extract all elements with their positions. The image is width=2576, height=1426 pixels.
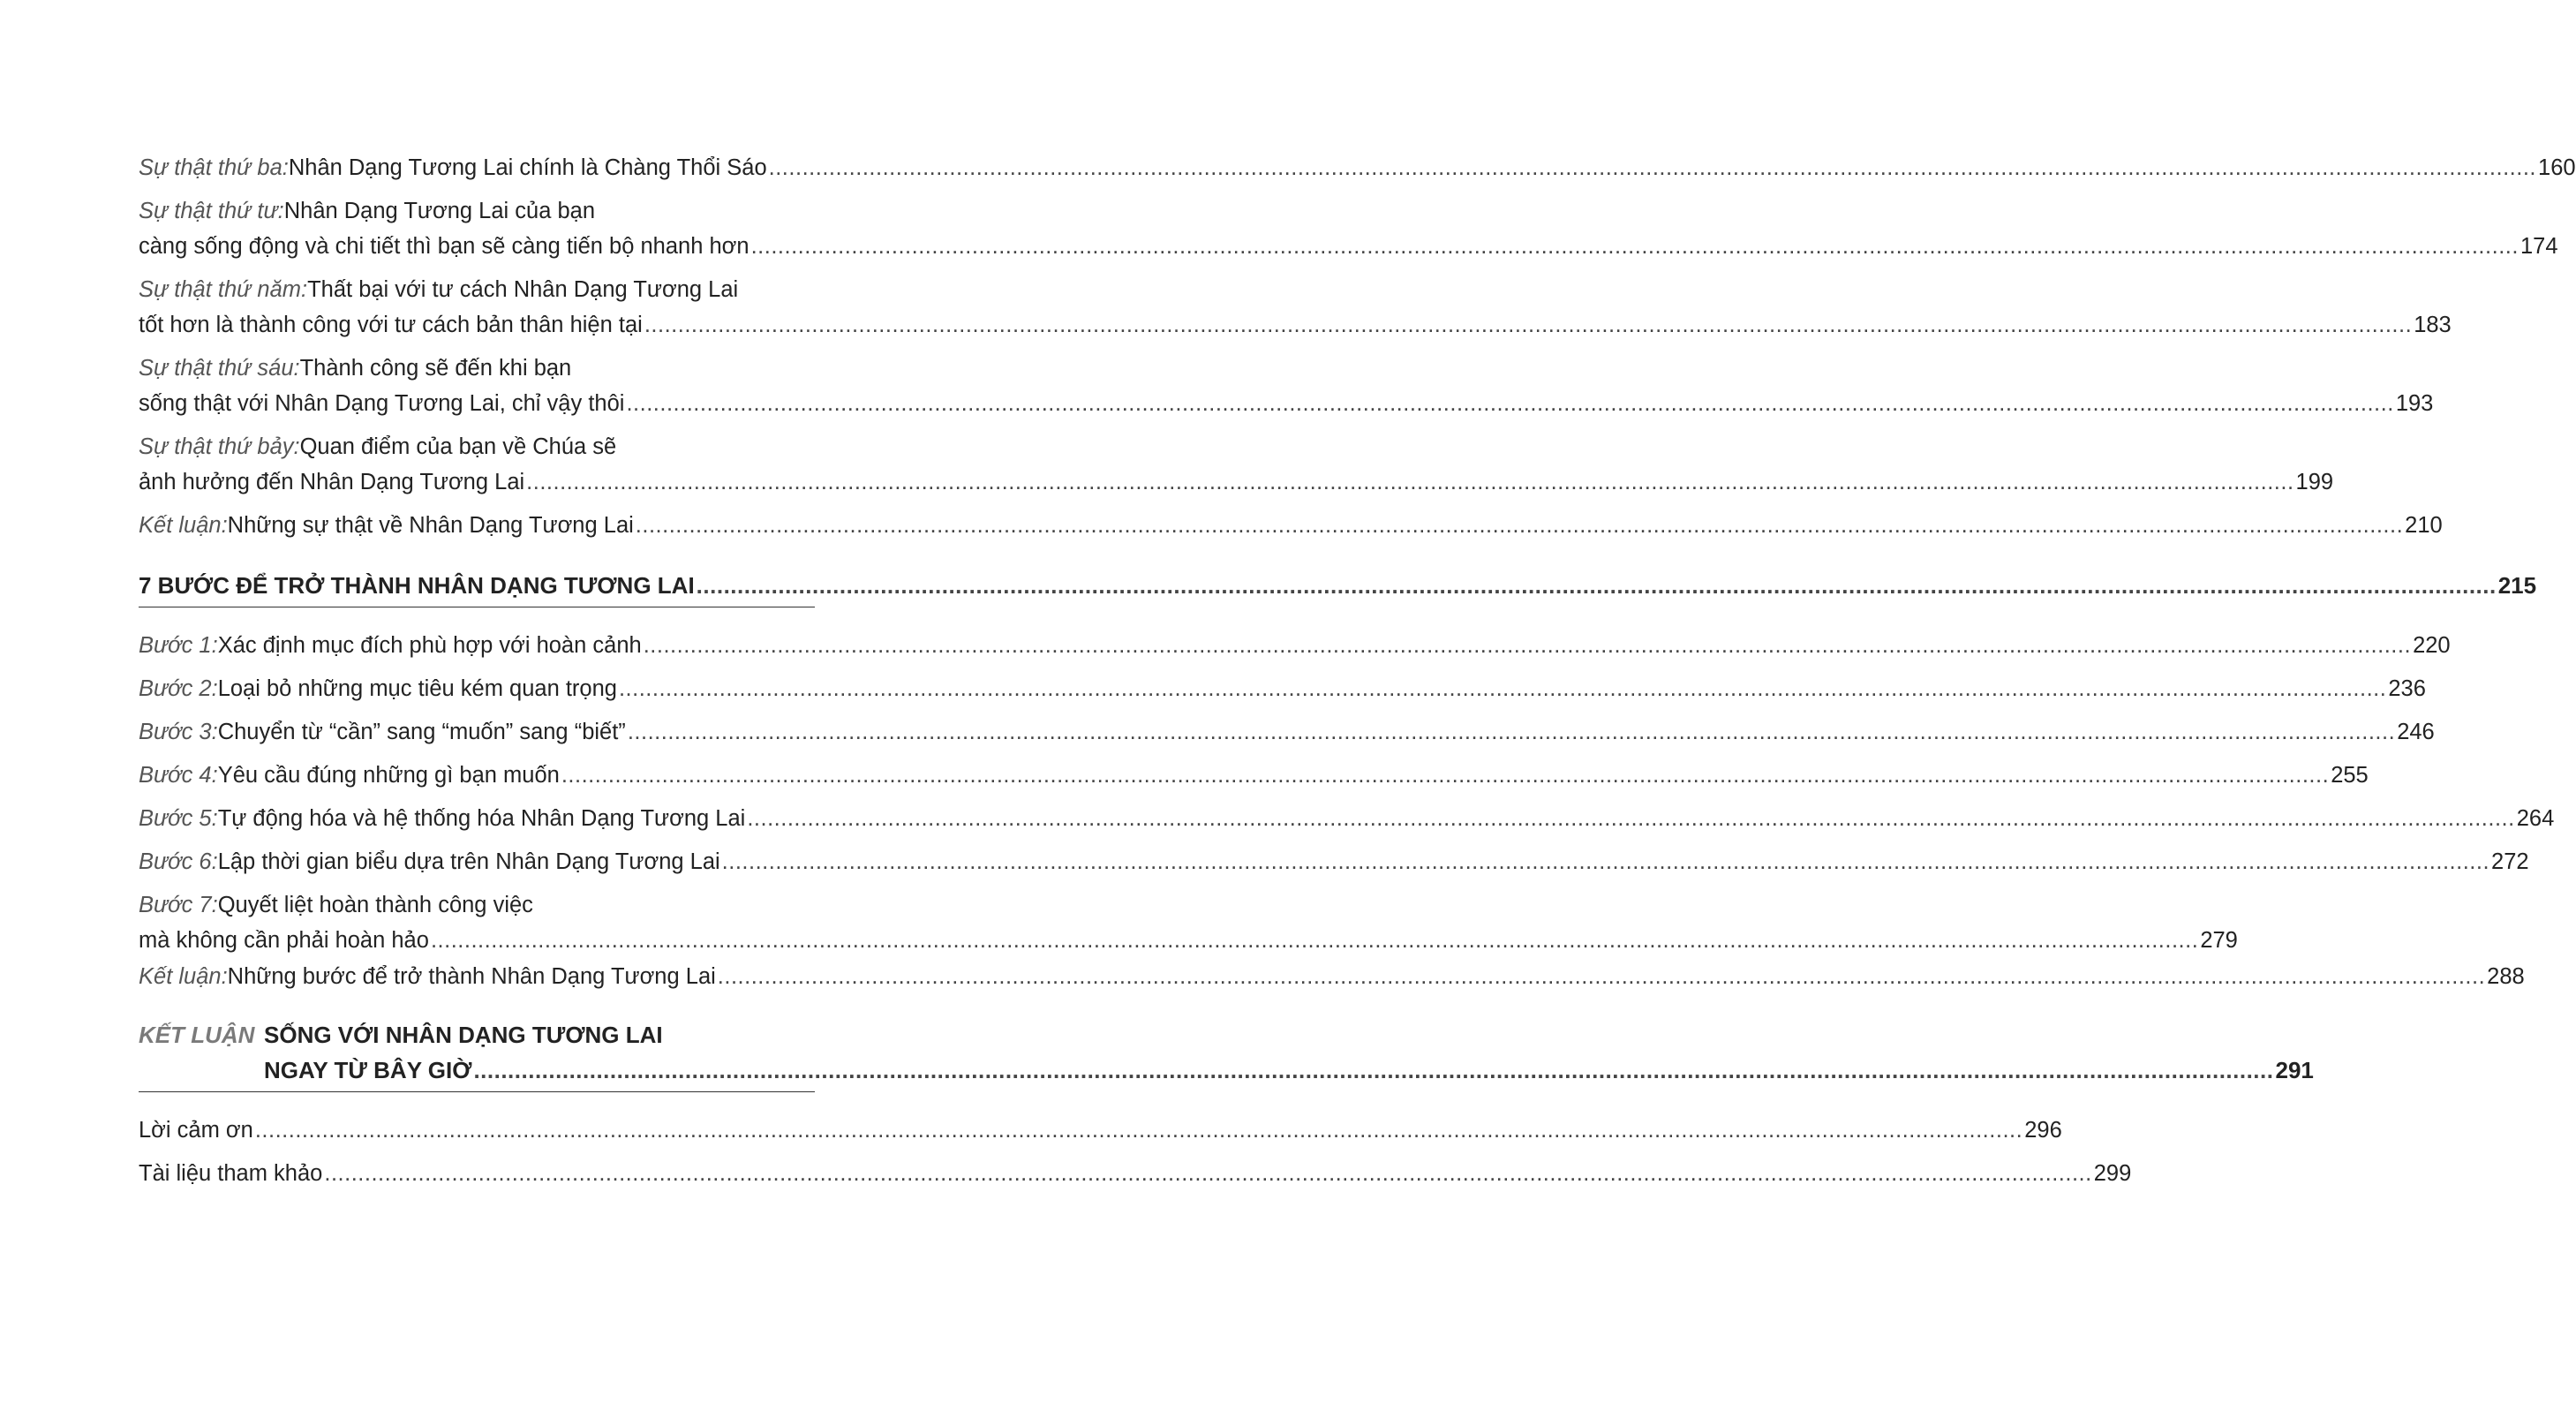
section-heading-conclusion <box>139 1017 2314 1092</box>
toc-entry-step-7 <box>139 887 2238 958</box>
page-number: 199 <box>2295 470 2334 494</box>
toc-line <box>139 923 2238 958</box>
toc-entry-truth-3 <box>139 150 2576 185</box>
entry-title: Lập thời gian biểu dựa trên Nhân Dạng Tương Lai <box>217 849 720 874</box>
toc-entry-step-6 <box>139 844 2529 879</box>
toc-line <box>139 758 2369 793</box>
section-title-line <box>139 568 2537 603</box>
page-number: 296 <box>2024 1118 2062 1143</box>
page-number: 215 <box>2497 572 2537 599</box>
page-number: 193 <box>2395 391 2434 416</box>
table-of-contents <box>139 150 2576 1199</box>
page-number: 160 <box>2538 155 2576 180</box>
toc-line <box>139 229 2558 264</box>
toc-line <box>139 671 2426 706</box>
conclusion-title-line <box>264 1053 2314 1088</box>
toc-entry-truth-4 <box>139 193 2558 264</box>
toc-line <box>139 150 2576 185</box>
page-number: 210 <box>2405 513 2443 538</box>
entry-title-continued: càng sống động và chi tiết thì bạn sẽ càng tiến bộ nhanh hơn <box>139 234 749 259</box>
toc-line <box>139 959 2525 994</box>
entry-label: Sự thật thứ sáu: <box>139 356 300 381</box>
entry-title: Xác định mục đích phù hợp với hoàn cảnh <box>217 633 642 658</box>
page-number: 255 <box>2331 763 2369 788</box>
page-number: 174 <box>2520 234 2558 259</box>
toc-line <box>139 386 2434 421</box>
toc-entry-acknowledgements <box>139 1113 2062 1148</box>
toc-entry-references <box>139 1156 2132 1191</box>
page-number: 279 <box>2200 928 2238 953</box>
toc-entry-steps-conclusion <box>139 959 2525 994</box>
toc-line <box>139 714 2435 750</box>
entry-title: Tài liệu tham khảo <box>139 1161 323 1186</box>
entry-title-continued: ảnh hưởng đến Nhân Dạng Tương Lai <box>139 470 525 494</box>
toc-entry-truth-5 <box>139 272 2452 343</box>
entry-label: Bước 5: <box>139 806 218 831</box>
entry-label: Sự thật thứ năm: <box>139 277 308 302</box>
dot-leader <box>431 923 2198 958</box>
toc-line <box>139 628 2451 663</box>
entry-label: Bước 6: <box>139 849 218 874</box>
conclusion-title-continued: NGAY TỪ BÂY GIỜ <box>264 1057 472 1083</box>
entry-label: Bước 1: <box>139 633 218 658</box>
page-number: 288 <box>2487 964 2525 989</box>
dot-leader <box>697 568 2497 603</box>
dot-leader <box>751 229 2519 264</box>
entry-title: Nhân Dạng Tương Lai chính là Chàng Thổi Sáo <box>288 155 767 180</box>
entry-title: Quan điểm của bạn về Chúa sẽ <box>299 434 617 459</box>
toc-entry-step-2 <box>139 671 2426 706</box>
toc-entry-truth-7 <box>139 429 2334 500</box>
entry-title-continued: mà không cần phải hoàn hảo <box>139 928 429 953</box>
toc-entry-step-1 <box>139 628 2451 663</box>
dot-leader <box>644 628 2411 663</box>
entry-title-continued: tốt hơn là thành công với tư cách bản thân hiện tại <box>139 313 643 337</box>
conclusion-label: KẾT LUẬN <box>139 1022 255 1048</box>
dot-leader <box>718 959 2485 994</box>
dot-leader <box>644 307 2412 343</box>
entry-label: Kết luận: <box>139 513 228 538</box>
entry-label: Bước 7: <box>139 893 218 917</box>
toc-line <box>139 844 2529 879</box>
page-number: 272 <box>2491 849 2529 874</box>
toc-line <box>139 272 815 307</box>
dot-leader <box>619 671 2386 706</box>
section-heading-7-steps <box>139 568 2537 607</box>
entry-title: Chuyển từ “cần” sang “muốn” sang “biết” <box>217 720 626 744</box>
page-number: 246 <box>2397 720 2435 744</box>
entry-label: Sự thật thứ bảy: <box>139 434 300 459</box>
conclusion-title-block <box>264 1017 2314 1088</box>
page-number: 291 <box>2275 1057 2314 1083</box>
toc-entry-truths-conclusion <box>139 508 2443 543</box>
dot-leader <box>769 150 2536 185</box>
toc-line <box>139 429 815 464</box>
dot-leader <box>526 464 2294 500</box>
entry-title: Yêu cầu đúng những gì bạn muốn <box>217 763 560 788</box>
toc-entry-step-4 <box>139 758 2369 793</box>
toc-line <box>139 508 2443 543</box>
entry-title: Nhân Dạng Tương Lai của bạn <box>283 199 596 223</box>
page-number: 236 <box>2388 676 2426 701</box>
entry-label: Sự thật thứ tư: <box>139 199 284 223</box>
toc-line <box>139 1113 2062 1148</box>
toc-line <box>139 887 815 923</box>
entry-title: Thất bại với tư cách Nhân Dạng Tương Lai <box>307 277 739 302</box>
entry-label: Bước 3: <box>139 720 218 744</box>
toc-line <box>139 193 815 229</box>
entry-label: Sự thật thứ ba: <box>139 155 289 180</box>
conclusion-title: SỐNG VỚI NHÂN DẠNG TƯƠNG LAI <box>264 1022 663 1048</box>
entry-label: Bước 4: <box>139 763 218 788</box>
entry-label: Kết luận: <box>139 964 228 989</box>
dot-leader <box>561 758 2329 793</box>
toc-line <box>139 464 2334 500</box>
dot-leader <box>324 1156 2091 1191</box>
entry-title: Tự động hóa và hệ thống hóa Nhân Dạng Tương Lai <box>217 806 746 831</box>
dot-leader <box>626 386 2393 421</box>
toc-entry-step-5 <box>139 801 2555 836</box>
dot-leader <box>628 714 2395 750</box>
dot-leader <box>722 844 2489 879</box>
section-title: 7 BƯỚC ĐỂ TRỞ THÀNH NHÂN DẠNG TƯƠNG LAI <box>139 572 695 599</box>
toc-entry-step-3 <box>139 714 2435 750</box>
entry-label: Bước 2: <box>139 676 218 701</box>
page-number: 220 <box>2413 633 2451 658</box>
entry-title: Loại bỏ những mục tiêu kém quan trọng <box>217 676 617 701</box>
toc-line <box>139 1156 2132 1191</box>
dot-leader <box>747 801 2514 836</box>
page-number: 299 <box>2093 1161 2132 1186</box>
entry-title: Quyết liệt hoàn thành công việc <box>217 893 533 917</box>
entry-title: Lời cảm ơn <box>139 1118 253 1143</box>
toc-line <box>139 801 2555 836</box>
page-number: 183 <box>2414 313 2452 337</box>
dot-leader <box>636 508 2403 543</box>
toc-line <box>139 351 815 386</box>
dot-leader <box>473 1053 2273 1088</box>
dot-leader <box>255 1113 2022 1148</box>
entry-title: Thành công sẽ đến khi bạn <box>299 356 572 381</box>
entry-title-continued: sống thật với Nhân Dạng Tương Lai, chỉ vậy thôi <box>139 391 625 416</box>
page-number: 264 <box>2516 806 2555 831</box>
toc-line <box>139 307 2452 343</box>
entry-title: Những sự thật về Nhân Dạng Tương Lai <box>227 513 634 538</box>
toc-entry-truth-6 <box>139 351 2434 421</box>
conclusion-title-line <box>264 1017 2314 1053</box>
entry-title: Những bước để trở thành Nhân Dạng Tương Lai <box>227 964 716 989</box>
